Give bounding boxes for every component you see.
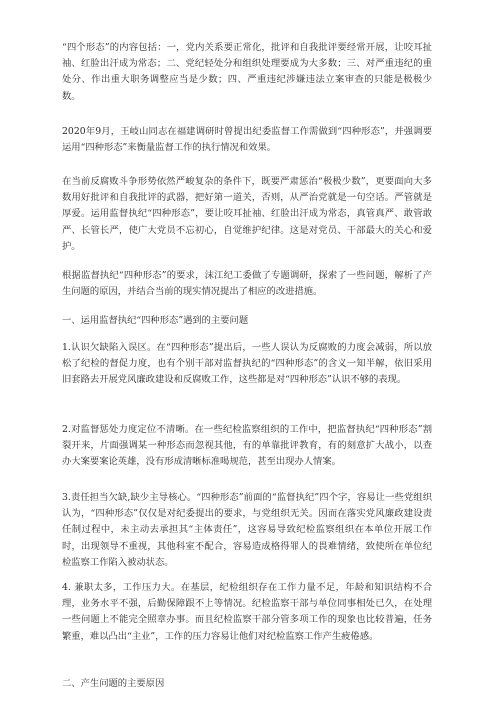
paragraph-anti-corruption-situation: 在当前反腐败斗争形势依然严峻复杂的条件下，既要严肃惩治“极极少数”，更要面向大多数用好批评和自我批评的武器，把好第一道关，否则，从严治党就是一句空话。严管就是厚爱。运用监督执纪“四种形态”，要让咬耳扯袖、红脸出汗成为常态，真管真严、敢管敢严、长管长严，使广大党员不忘初心，自觉维护纪律。这是对党员、干部最大的关心和爱护。 (62, 176, 432, 252)
section-heading-one: 一、运用监督执纪“四种形态”遇到的主要问题 (62, 315, 249, 326)
section-heading-two: 二、产生问题的主要原因 (62, 678, 165, 689)
paragraph-four-forms-content: “四个形态”的内容包括：一，党内关系要正常化，批评和自我批评要经常开展，让咬耳扯袖、红脸出汗成为常态；二、党纪轻处分和组织处理要成为大多数；三、对严重违纪的重处分、作出重大职务调整应当是少数；四、严重违纪涉嫌违法立案审查的只能是极极少数。 (62, 42, 432, 102)
paragraph-research-background: 根据监督执纪“四种形态”的要求，沫江纪工委做了专题调研，探索了一些问题，解析了产生问题的原因，并结合当前的现实情况提出了相应的改进措施。 (62, 270, 432, 298)
paragraph-wang-qishan-fujian: 2020年9月，王岐山同志在福建调研时曾提出纪委监督工作需做到“四种形态”，并强调要运用“四种形态”来衡量监督工作的执行情况和效果。 (62, 126, 432, 154)
list-item-1: 1.认识欠缺陷入误区。在“四种形态”提出后，一些人误认为反腐败的力度会减弱，所以放松了纪检的督促力度，也有个别干部对监督执纪的“四种形态”的含义一知半解，依旧采用旧套路去开展党风廉政建设和反腐败工作，这些都是对“四种形态”认识不够的表现。 (62, 342, 432, 386)
list-item-3: 3.责任担当欠缺,缺少主导核心。“四种形态”前面的“监督执纪”四个字，容易让一些党组织认为，“四种形态”仅仅是对纪委提出的要求，与党组织无关。因而在落实党风廉政建设责任制过程中，未主动去承担其“主体责任”，这容易导致纪检监察组织在本单位开展工作时，出现领导不重视，其他科室不配合，容易造成格得罪人的畏难情绪，致使所在单位纪检监察工作陷入被动状态。 (62, 492, 432, 568)
list-item-2: 2.对监督惩处力度定位不清晰。在一些纪检监察组织的工作中，把监督执纪“四种形态”割裂开来，片面强调某一种形态而忽视其他，有的单靠批评教育，有的刻意扩大战小，以查办大案要案论英雄，没有形成清晰标准喝规范，甚至出现办人情案。 (62, 424, 432, 468)
list-item-4: 4. 兼职太多，工作压力大。在基层，纪检组织存在工作力量不足，年龄和知识结构不合理，业务水平不强，后勤保障跟不上等情况。纪检监察干部与单位同事相处已久，在处理一些问题上不能完全照章办事。而且纪检监察干部分管多项工作的现象也比较普遍，任务繁重，难以凸出“主业”，工作的压力容易让他们对纪检监察工作产生疲倦感。 (62, 582, 432, 642)
